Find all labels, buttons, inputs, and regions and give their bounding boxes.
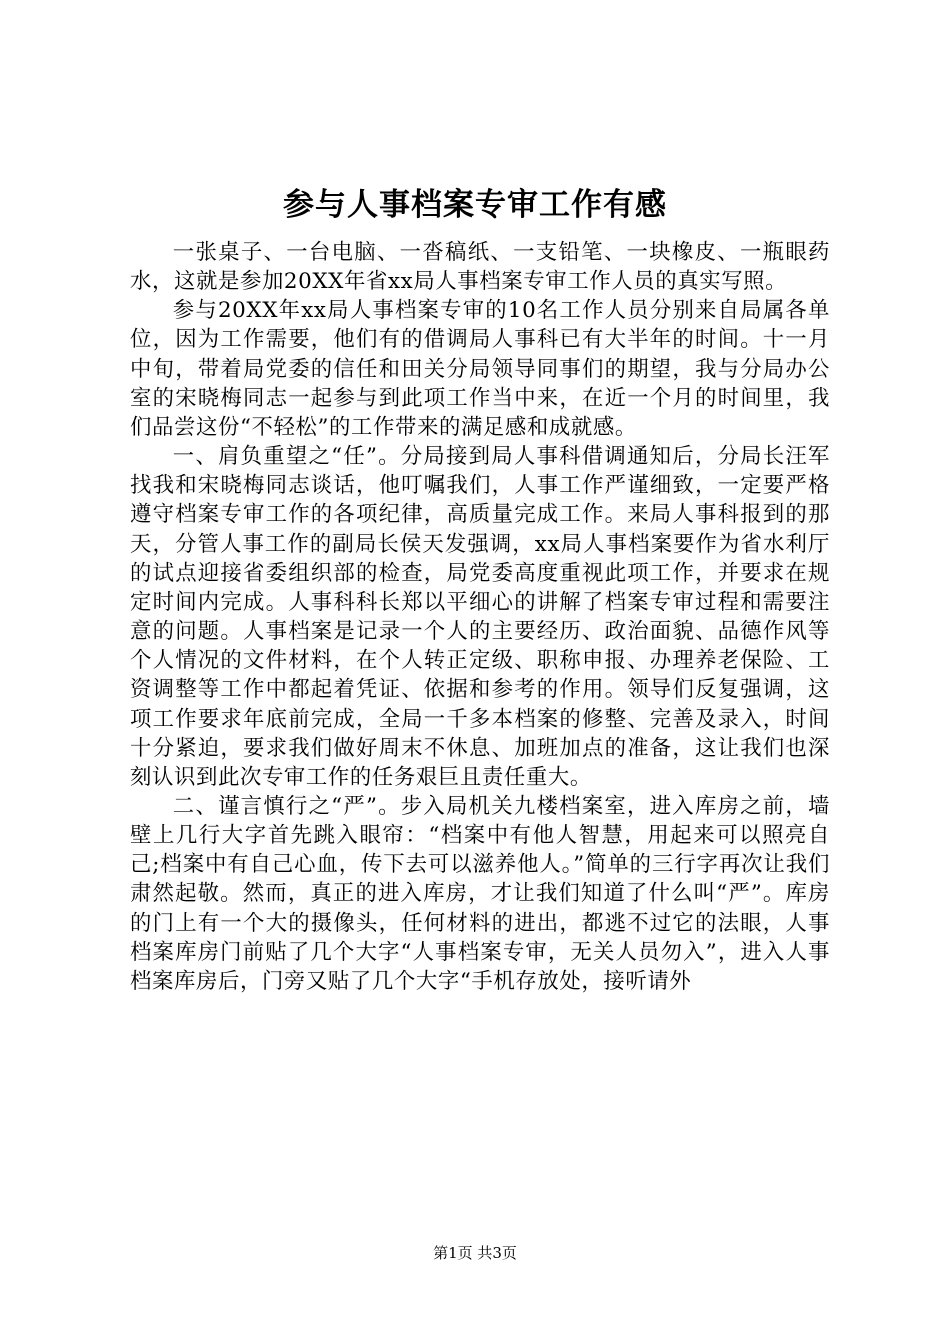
paragraph: 一张桌子、一台电脑、一沓稿纸、一支铅笔、一块橡皮、一瓶眼药水，这就是参加20XX年省xx局人事档案专审工作人员的真实写照。: [130, 240, 830, 295]
paragraph: 参与20XX年xx局人事档案专审的10名工作人员分别来自局属各单位，因为工作需要，他们有的借调局人事科已有大半年的时间。十一月中旬，带着局党委的信任和田关分局领导同事们的期望，我与分局办公室的宋晓梅同志一起参与到此项工作当中来，在近一个月的时间里，我们品尝这份“不轻松”的工作带来的满足感和成就感。: [130, 298, 830, 440]
page-footer: 第1页 共3页: [433, 1244, 517, 1262]
paragraph: 二、谨言慎行之“严”。步入局机关九楼档案室，进入库房之前，墙壁上几行大字首先跳入眼帘：“档案中有他人智慧，用起来可以照亮自己;档案中有自己心血，传下去可以滋养他人。”简单的三行字再次让我们肃然起敬。然而，真正的进入库房，才让我们知道了什么叫“严”。库房的门上有一个大的摄像头，任何材料的进出，都逃不过它的法眼，人事档案库房门前贴了几个大字“人事档案专审，无关人员勿入”，进入人事档案库房后，门旁又贴了几个大字“手机存放处，接听请外: [130, 793, 830, 994]
paragraph: 一、肩负重望之“任”。分局接到局人事科借调通知后，分局长汪军找我和宋晓梅同志谈话，他叮嘱我们，人事工作严谨细致，一定要严格遵守档案专审工作的各项纪律，高质量完成工作。来局人事科报到的那天，分管人事工作的副局长侯天发强调，xx局人事档案要作为省水利厅的试点迎接省委组织部的检查，局党委高度重视此项工作，并要求在规定时间内完成。人事科科长郑以平细心的讲解了档案专审过程和需要注意的问题。人事档案是记录一个人的主要经历、政治面貌、品德作风等个人情况的文件材料，在个人转正定级、职称申报、办理养老保险、工资调整等工作中都起着凭证、依据和参考的作用。领导们反复强调，这项工作要求年底前完成，全局一千多本档案的修整、完善及录入，时间十分紧迫，要求我们做好周末不休息、加班加点的准备，这让我们也深刻认识到此次专审工作的任务艰巨且责任重大。: [130, 444, 830, 790]
document-body: [130, 238, 830, 996]
page-title: 参与人事档案专审工作有感: [283, 187, 667, 223]
